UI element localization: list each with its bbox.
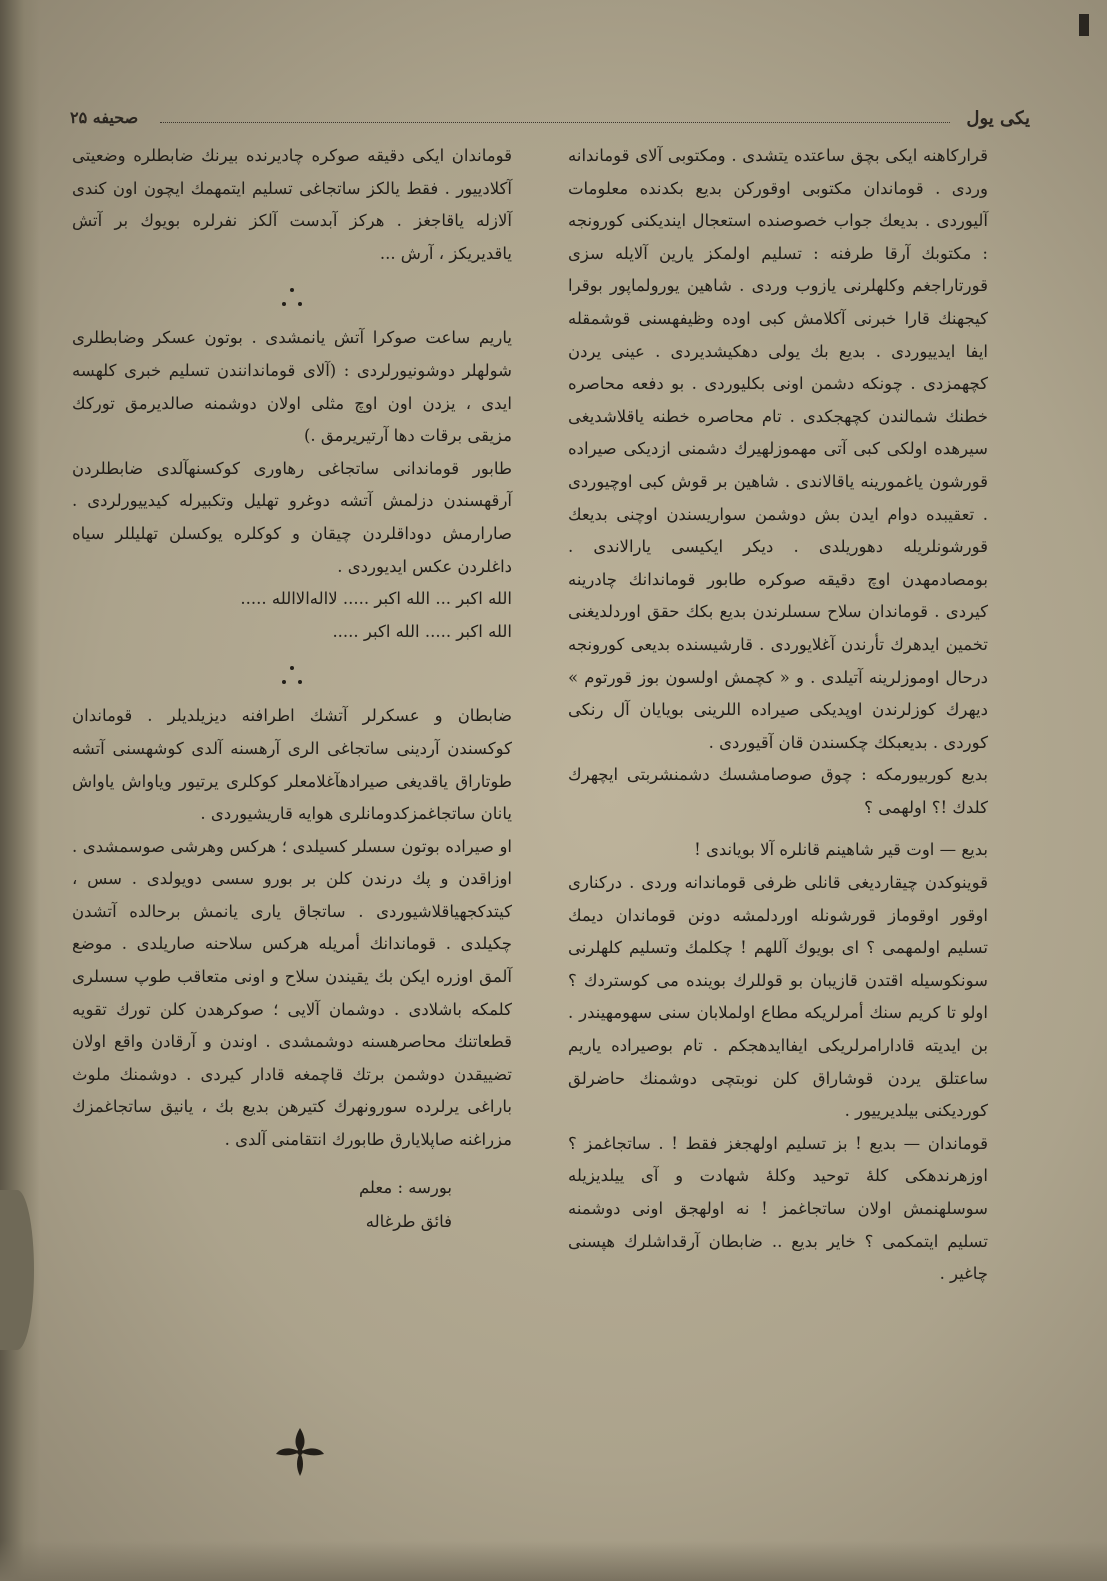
page-header: [70, 108, 1030, 136]
corner-mark: [1079, 14, 1089, 36]
paragraph: ضابطان و عسکرلر آتشك اطرافنه دیزیلدیلر . قوماندان کوکسندن آردینی ساتجاغی الری آرهسنه آلدی کوشهسنی آتشه طوتاراق یاقدیغی صیرادهآغلامعلر کوکلری یرتیور ویاواش یاواش یانان ساتجاغمزكدومانلری هوایه قاریشیوردی .: [72, 706, 512, 824]
paragraph: قوماندان ایکی دقیقه صوکره چادیرنده بیرنك ضابطلره وضعیتی آکلادییور . فقط یالکز ساتجاغی تسلیم ایتمهمك ایچون اون کندی آلازله یاقاجغز . هرکز آبدست آلکز نفرلره بویوك بر آتش یاقدیریکز ، آرش ...: [72, 146, 512, 263]
right-column: [568, 140, 988, 1291]
chant-line: الله اکبر ..... الله اکبر .....: [332, 621, 512, 641]
section-divider: [72, 648, 512, 700]
header-rule: [160, 122, 950, 123]
paragraph: بدیع کوربیورمکه : چوق صوصامشسك دشمنشربتی ایچهرك کلدك !؟ اولهمی ؟: [568, 765, 988, 817]
section-divider: [72, 270, 512, 322]
chant-line: الله اکبر ... الله اکبر ..... لااله‌الاالله .....: [240, 589, 512, 609]
page-number: صحیفه ۲۵: [70, 108, 139, 127]
author-name: فائق طرغاله: [365, 1211, 452, 1231]
page-stain: [0, 1190, 34, 1350]
paragraph: قرارکاهنه ایکی بچق ساعتده یتشدی . ومکتوبی آلای قوماندانه وردی . قوماندان مکتوبی اوقورکن بدیع بکدنده معلومات آلیوردی . بدیعك جواب خصوصنده استعجال ایندیکنی کورونجه : مکتوبك آرقا طرفنه : تسلیم اولمکز یارین آلایله سزی قورتاراجغم وکلهلرنی یازوب وردی . شاهین یورولماپور بوقرا کیجهنك قارا خبرنی آکلامش کبی اوده وظیفهسنی قوشمقله ایفا ایدییوردی . بدیع بك یولی دهکیشدیردی . عینی یردن کچهمزدی . چونکه دشمن اونی بکلیوردی . بو دفعه محاصره خطنك شمالندن کچهجکدی . تام محاصره خطنه یاقلاشدیغی سیرهده اولکی کبی آتی مهموزلهیرك دشمنی ازدیکی صیراده قورشون یاغمورینه یاقالاندی . شاهین بر قوش کبی اوچیوردی . تعقیبده دوام ایدن بش دوشمن سواریسندن اوچنی بدیعك قورشونلریله دهوریلدی . دیکر ایکیسی یارالاندی . بومصادمهدن اوچ دقیقه صوکره طابور قوماندانك چادرینه کیردی . قوماندان سلاح سسلرندن بدیع بکك حقق اوردلدیغنی تخمین ایدهرك تأرندن آغلایوردی . قارشیسنده بدیعی کورونجه درحال اوموزلرینه آتیلدی . و « کچمش اولسون بوز قورتوم » دیهرك کوزلرندن اوپدیکی صیراده اللرینی بویایان آل رنکی کوردی . بدیعبکك چکسندن قان آقیوردی .: [568, 146, 988, 752]
paragraph: طابور قوماندانی ساتجاغی رهاوری کوکسنهآلدی ضابطلردن آرقهسندن دزلمش آتشه دوغرو تهلیل وتکبیرله کیدییورلردی . صارارمش دوداقلردن چیقان و کوکلره یوکسلن تهلیللر سیاه داغلردن عکس ایدیوردی .: [72, 458, 512, 576]
paragraph: بدیع — اوت قیر شاهینم قانلره آلا بویاندی !: [694, 840, 988, 860]
paragraph: یاریم ساعت صوکرا آتش یانمشدی . بوتون عسکر وضابطلری شولهلر دوشونیورلردی : (آلای قوماندانندن تسلیم خبری کلهسه ایدی ، یزدن اون اوچ مثلی اولان دوشمنه صالدیرمق تورکك مزیقی برقات دها آرتیریرمق .): [72, 328, 512, 446]
paragraph: او صیراده بوتون سسلر کسیلدی ؛ هرکس وهرشی صوسمشدی . اوزاقدن و پك درندن کلن بر بورو سسی دویولدی . سس ، کیتدکجهیاقلاشیوردی . ساتجاق یاری یانمش برحالده آتشدن چکیلدی . قوماندانك أمریله هرکس سلاحنه صاریلدی . موضع آلمق اوزره ایکن بك یقیندن سلاح و اونی متعاقب طوپ سسلری کلمکه باشلادی . دوشمان آلایی ؛ صوکرهدن کلن تورك تقویه قطعاتنك محاصرهسنه دوشمشدی . اوندن و آرقادن واقع اولان تضییقدن دوشمن برتك قاچمغه قادار کیردی . دوشمنك ملوث باراغی یرلرده سورونهرك کتیرهن بدیع بك ، یانیق ساتجاغمزك مزراغنه صاپلایارق طابورك انتقامنی آلدی .: [72, 836, 512, 1150]
author-signature: [72, 1171, 512, 1239]
fleuron-ornament-icon: [270, 1422, 330, 1482]
paragraph: قوماندان — بدیع ! بز تسلیم اولهجغز فقط ! . ساتجاغمز ؟ اوزهرندهکی کلهٔ توحید وکلهٔ شهادت و آی ییلدیزیله سوسلهنمش اولان ساتجاغمز ! نه اولهجق اونی دوشمنه تسلیم ایتمکمی ؟ خایر بدیع .. ضابطان آرقداشلرك هپسنی چاغیر .: [568, 1133, 988, 1284]
left-column: [72, 140, 512, 1239]
author-place: بورسه : معلم: [358, 1177, 452, 1197]
publication-title: یکی یول: [966, 108, 1030, 129]
paragraph: قوینوکدن چیقاردیغی قانلی ظرفی قوماندانه وردی . درکناری اوقور اوقوماز قورشونله اوردلمشه دونن قوماندان دیمك تسلیم اولمهمی ؟ ای بویوك آللهم ! چکلمك وتسلیم کلهلرنی سونکوسیله اقتدن قازیبان بو قوللرك بوینده می کوستردك ؟ اولو تا کریم سنك أمرلریکه مطاع اولملابان سنی سهومهیندر . بن ایدیته قادارامرلریکی ایفاایدهجکم . تام بوصیراده یاریم ساعتلق یردن قوشاراق کلن نوبتچی دوشمنك حاضرلق کوردیکنی بیلدیرییور .: [568, 873, 988, 1121]
page-bottom-shadow: [0, 1541, 1107, 1581]
